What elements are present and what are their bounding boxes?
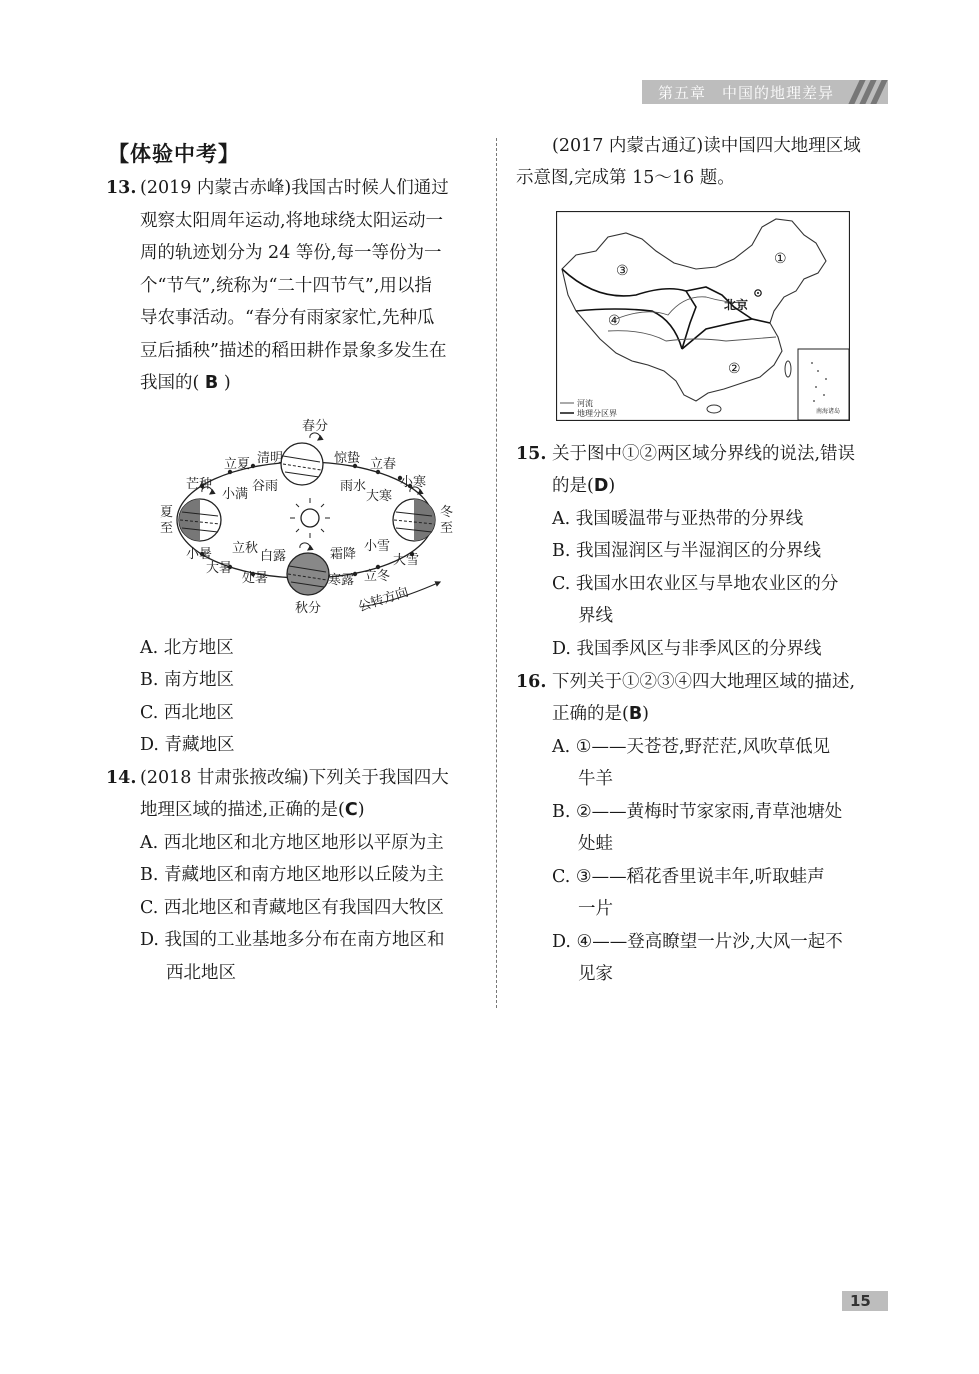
option-c: C. 我国水田农业区与旱地农业区的分 — [552, 574, 839, 594]
option-b: B. 南方地区 — [140, 670, 234, 690]
question-number: 14. — [106, 768, 137, 788]
section-title: 【体验中考】 — [108, 142, 240, 166]
region-label-1: ① — [774, 251, 787, 267]
option-d-continued: 西北地区 — [166, 963, 236, 983]
term-label: 立春 — [370, 457, 397, 472]
solar-terms-diagram — [150, 412, 460, 617]
term-label: 处暑 — [242, 571, 269, 586]
answer: C — [344, 800, 358, 820]
option-c: C. 西北地区和青藏地区有我国四大牧区 — [140, 898, 444, 918]
option-c: C. ③——稻花香里说丰年,听取蛙声 — [552, 867, 825, 887]
question-number: 16. — [516, 672, 547, 692]
option-b-continued: 处蛙 — [578, 834, 613, 854]
option-a: A. 北方地区 — [140, 638, 234, 658]
term-label: 霜降 — [330, 547, 357, 562]
term-label: 白露 — [260, 549, 287, 564]
option-a: A. ①——天苍苍,野茫茫,风吹草低见 — [552, 737, 831, 757]
question-line: 个“节气”,统称为“二十四节气”,用以指 — [140, 275, 432, 296]
term-label: 大寒 — [366, 489, 393, 504]
intro-line: 示意图,完成第 15～16 题。 — [516, 168, 735, 188]
earth-winter — [393, 499, 435, 541]
term-label: 大雪 — [393, 553, 420, 568]
term-label: 清明 — [257, 451, 284, 466]
option-d: D. 青藏地区 — [140, 735, 235, 755]
option-a: A. 我国暖温带与亚热带的分界线 — [552, 509, 804, 529]
question-line: 豆后插秧”描述的稻田耕作景象多发生在 — [140, 340, 447, 361]
term-label: 雨水 — [340, 479, 367, 494]
region-label-3: ③ — [616, 263, 629, 279]
answer-prefix: 正确的是( — [552, 704, 629, 724]
header-decoration — [854, 80, 882, 104]
answer-suffix: ) — [357, 800, 365, 820]
option-d-continued: 见家 — [578, 964, 613, 984]
earth-spring — [281, 443, 323, 485]
beijing-label: 北京 — [724, 298, 749, 312]
answer-suffix: ) — [608, 476, 616, 496]
legend-river: 河流 — [577, 399, 593, 408]
earth-autumn — [287, 553, 329, 595]
answer-suffix: ) — [223, 373, 231, 393]
question-line: 观察太阳周年运动,将地球绕太阳运动一 — [140, 210, 444, 231]
question-number: 13. — [106, 178, 137, 198]
term-label: 小雪 — [364, 539, 391, 554]
rotation-arrow — [300, 543, 310, 550]
option-b: B. ②——黄梅时节家家雨,青草池塘处 — [552, 802, 843, 822]
chapter-header — [642, 80, 888, 104]
question-number: 15. — [516, 444, 547, 464]
question-line: 导农事活动。“春分有雨家家忙,先种瓜 — [140, 308, 435, 328]
option-d: D. 我国季风区与非季风区的分界线 — [552, 639, 822, 659]
question-line: 周的轨迹划分为 24 等份,每一等份为一 — [140, 243, 442, 263]
answer-prefix: 的是( — [552, 476, 594, 496]
china-regions-map — [556, 211, 850, 421]
label-summer-solstice-a: 夏 — [160, 505, 174, 520]
legend-boundary: 地理分区界 — [577, 409, 617, 418]
term-label: 小满 — [222, 487, 249, 502]
term-label: 大暑 — [206, 561, 233, 576]
label-autumn-equinox: 秋分 — [295, 601, 322, 616]
label-winter-solstice-b: 至 — [440, 521, 454, 536]
option-b: B. 青藏地区和南方地区地形以丘陵为主 — [140, 865, 444, 885]
label-spring-equinox: 春分 — [302, 419, 329, 434]
label-summer-solstice-b: 至 — [160, 521, 174, 536]
answer: B — [204, 373, 219, 393]
earth-summer — [179, 499, 221, 541]
term-label: 小寒 — [400, 475, 427, 490]
column-divider — [496, 138, 497, 1008]
option-d: D. 我国的工业基地多分布在南方地区和 — [140, 930, 445, 950]
region-label-2: ② — [728, 361, 741, 377]
option-b: B. 我国湿润区与半湿润区的分界线 — [552, 541, 821, 561]
intro-line: (2017 内蒙古通辽)读中国四大地理区域 — [552, 136, 861, 156]
question-line: 下列关于①②③④四大地理区域的描述, — [552, 672, 856, 692]
term-label: 芒种 — [186, 477, 213, 492]
answer-suffix: ) — [642, 704, 649, 724]
sun-icon — [290, 498, 330, 538]
question-line — [140, 367, 485, 400]
option-a-continued: 牛羊 — [578, 769, 613, 789]
option-c-continued: 界线 — [578, 606, 613, 626]
term-label: 谷雨 — [252, 479, 279, 494]
term-label: 寒露 — [328, 573, 355, 588]
page-number: 15 — [842, 1291, 888, 1311]
term-label: 立夏 — [224, 457, 251, 472]
term-label: 立冬 — [364, 569, 391, 584]
answer: D — [593, 476, 609, 496]
question-text — [140, 172, 485, 400]
term-label: 立秋 — [232, 541, 259, 556]
question-line: (2019 内蒙古赤峰)我国古时候人们通过 — [140, 178, 449, 198]
inset-label: 南海诸岛 — [816, 408, 841, 415]
answer-prefix: 地理区域的描述,正确的是( — [140, 800, 345, 820]
chapter-title: 第五章 中国的地理差异 — [658, 83, 835, 102]
term-label: 小暑 — [186, 547, 213, 562]
question-line — [140, 794, 365, 827]
term-label: 惊蛰 — [334, 451, 361, 466]
option-a: A. 西北地区和北方地区地形以平原为主 — [140, 833, 444, 853]
answer: B — [628, 704, 643, 724]
question-line — [552, 698, 649, 731]
label-revolution: 公转方向 — [356, 584, 411, 616]
option-d: D. ④——登高瞭望一片沙,大风一起不 — [552, 932, 843, 952]
question-line: 关于图中①②两区域分界线的说法,错误 — [552, 444, 856, 464]
region-label-4: ④ — [608, 313, 621, 329]
question-line — [552, 470, 615, 503]
option-c-continued: 一片 — [578, 899, 613, 919]
answer-prefix: 我国的( — [140, 373, 200, 393]
question-line: (2018 甘肃张掖改编)下列关于我国四大 — [140, 768, 449, 788]
option-c: C. 西北地区 — [140, 703, 234, 723]
label-winter-solstice-a: 冬 — [440, 505, 454, 520]
